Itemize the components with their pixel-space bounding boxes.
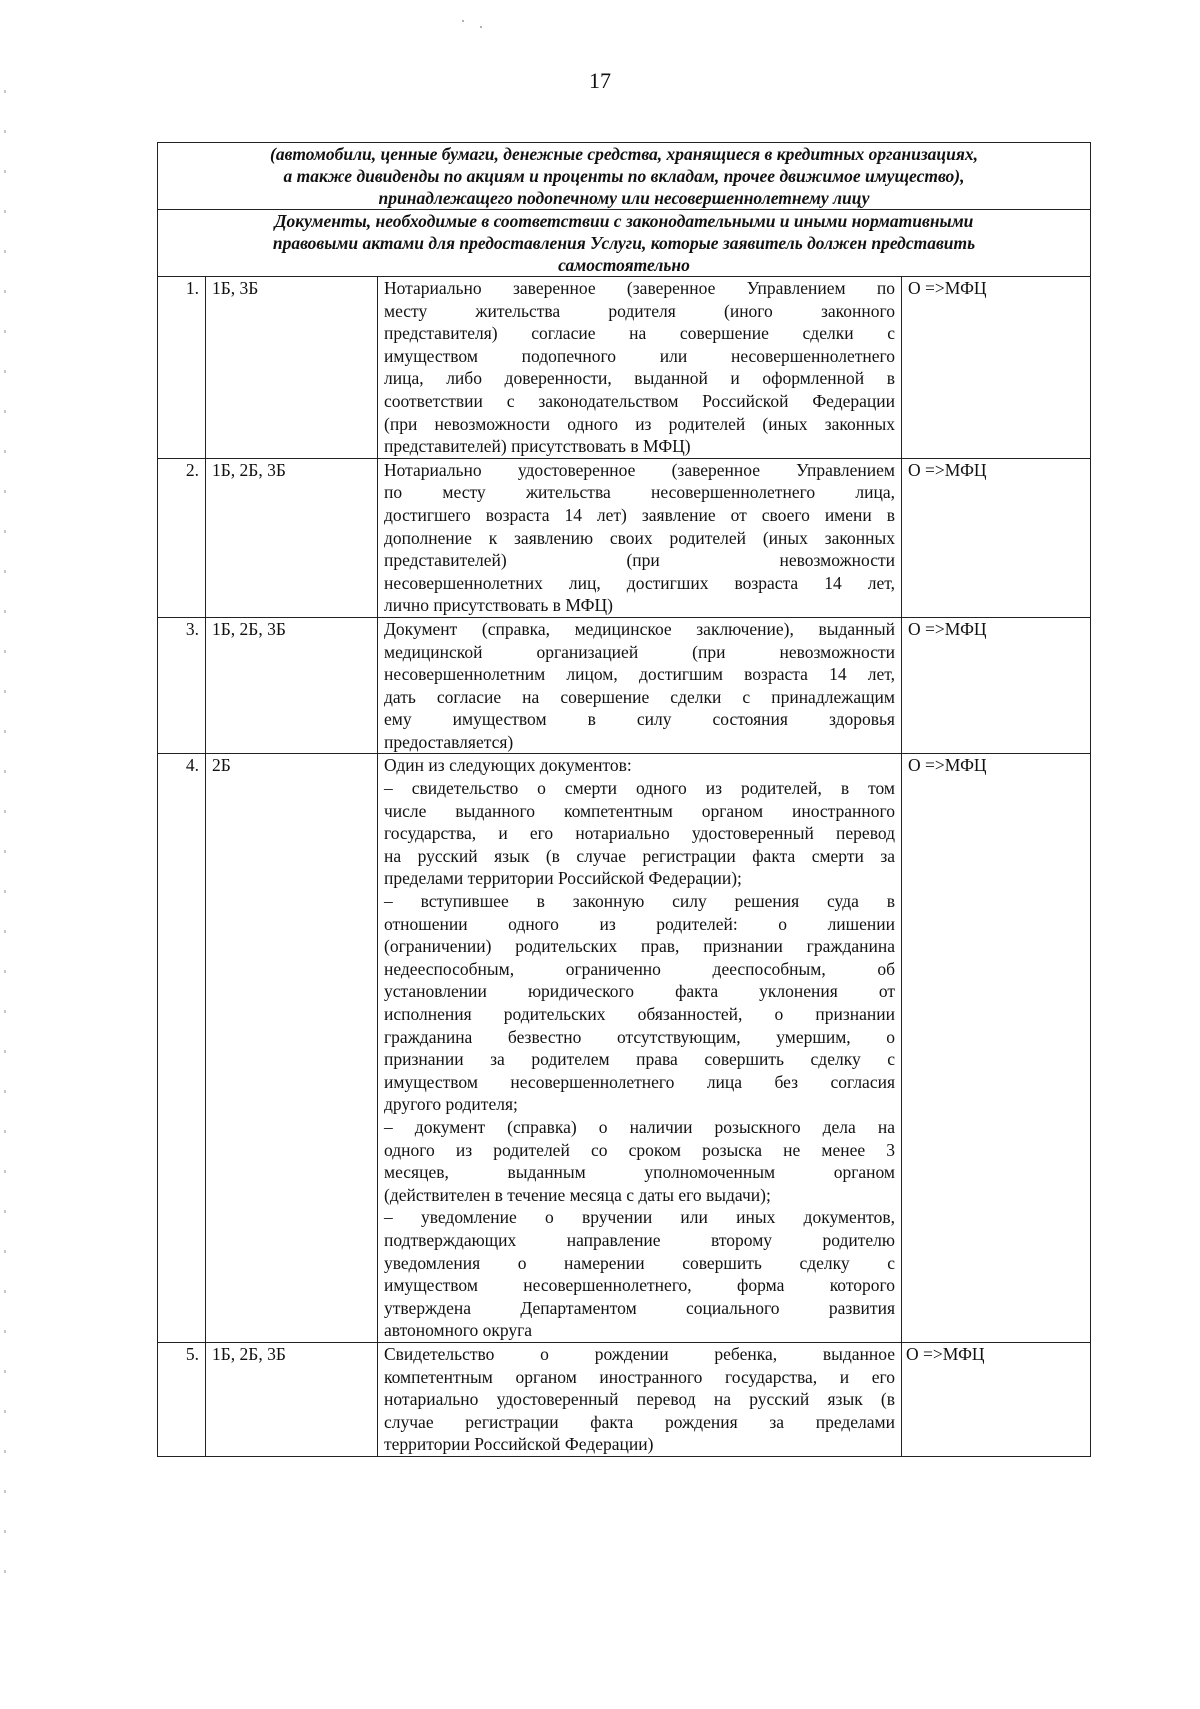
description-line: Свидетельство о рождении ребенка, выданное [384,1343,895,1364]
row-number: 3. [158,617,206,754]
description-line: недееспособным, ограниченно дееспособным, об [384,958,895,979]
description-line: соответствии с законодательством Российской Федерации [384,390,895,411]
row-submission: О =>МФЦ [902,754,1091,1342]
description-line: пределами территории Российской Федерации); [384,868,742,889]
row-description [378,458,902,617]
description-line: Документ (справка, медицинское заключение), выданный [384,618,895,639]
row-code: 1Б, 3Б [206,277,378,459]
description-line: исполнения родительских обязанностей, о признании [384,1004,895,1024]
description-line: другого родителя; [384,1094,518,1115]
scan-edge-marks [4,90,6,1590]
description-line: нотариально удостоверенный перевод на русский язык (в [384,1389,895,1410]
description-line: гражданина безвестно отсутствующим, умершим, о [384,1026,895,1047]
description-line: (при невозможности одного из родителей (иных законных [384,413,895,434]
header-line: (автомобили, ценные бумаги, денежные средства, хранящиеся в кредитных организациях, [270,144,979,164]
description-line: – документ (справка) о наличии розыскного дела на [384,1116,895,1137]
description-line: ему имуществом в силу состояния здоровья [384,709,895,730]
description-line: дать согласие на совершение сделки с принадлежащим [384,686,895,707]
table-row [158,617,1091,754]
row-description [378,277,902,459]
description-line: числе выданного компетентным органом иностранного [384,800,895,821]
description-line: (ограничении) родительских прав, признании гражданина [384,936,895,957]
table-row [158,458,1091,617]
scan-speck [480,26,482,28]
description-line: достигшего возраста 14 лет) заявление от своего имени в [384,504,895,525]
description-line: – свидетельство о смерти одного из родителей, в том [384,778,895,799]
description-line: (действителен в течение месяца с даты его выдачи); [384,1184,771,1205]
description-line: на русский язык (в случае регистрации факта смерти за [384,845,895,866]
table-header-row [158,143,1091,210]
description-line: Нотариально удостоверенное (заверенное Управлением [384,459,895,480]
row-number: 1. [158,277,206,459]
description-line: признании за родителем права совершить сделку с [384,1049,895,1070]
description-line: компетентным органом иностранного государства, и его [384,1366,895,1387]
description-line: уведомления о намерении совершить сделку с [384,1252,895,1273]
row-submission: О =>МФЦ [902,1342,1091,1456]
description-line: государства, и его нотариально удостоверенный перевод [384,823,895,844]
header-line: а также дивиденды по акциям и проценты по вкладам, прочее движимое имущество), [283,166,965,186]
row-submission: О =>МФЦ [902,617,1091,754]
description-line: – уведомление о вручении или иных документов, [384,1207,895,1228]
description-line: лично присутствовать в МФЦ) [384,595,613,616]
row-description [378,617,902,754]
scan-speck [462,20,464,22]
description-line: автономного округа [384,1320,533,1341]
description-line: представителя) согласие на совершение сделки с [384,323,895,344]
table-header-cell [158,143,1091,210]
header-line: принадлежащего подопечному или несовершеннолетнему лицу [378,188,870,208]
description-line: медицинской организацией (при невозможности [384,641,895,662]
table-subheader-cell [158,210,1091,277]
subheader-line: Документы, необходимые в соответствии с законодательными и иными нормативными [274,211,974,231]
row-description [378,754,902,1342]
description-line: по месту жительства несовершеннолетнего лица, [384,482,895,503]
page-number: 17 [589,68,611,93]
row-number: 4. [158,754,206,1342]
row-code: 2Б [206,754,378,1342]
description-line: случае регистрации факта рождения за пределами [384,1411,895,1432]
subheader-line: самостоятельно [558,255,690,275]
description-line: Один из следующих документов: [384,755,632,776]
table-row [158,754,1091,1342]
description-line: представителей) присутствовать в МФЦ) [384,436,691,457]
row-number: 5. [158,1342,206,1456]
description-line: дополнение к заявлению своих родителей (иных законных [384,527,895,548]
description-line: месту жительства родителя (иного законного [384,300,895,321]
description-line: лица, либо доверенности, выданной и оформленной в [384,368,895,389]
description-line: одного из родителей со сроком розыска не менее 3 [384,1139,895,1160]
row-code: 1Б, 2Б, 3Б [206,458,378,617]
table-row [158,1342,1091,1456]
description-line: несовершеннолетних лиц, достигших возраста 14 лет, [384,572,895,593]
description-line: Нотариально заверенное (заверенное Управлением по [384,278,895,298]
row-submission: О =>МФЦ [902,458,1091,617]
description-line: предоставляется) [384,731,514,752]
description-line: имуществом несовершеннолетнего, форма которого [384,1275,895,1296]
description-line: утверждена Департаментом социального развития [384,1297,895,1318]
table-row [158,277,1091,459]
subheader-line: правовыми актами для предоставления Услуги, которые заявитель должен представить [272,233,976,253]
row-code: 1Б, 2Б, 3Б [206,617,378,754]
description-line: месяцев, выданным уполномоченным органом [384,1162,895,1183]
description-line: подтверждающих направление второму родителю [384,1229,895,1250]
row-number: 2. [158,458,206,617]
description-line: территории Российской Федерации) [384,1434,654,1455]
table-subheader-row [158,210,1091,277]
description-line: имуществом подопечного или несовершеннолетнего [384,345,895,366]
documents-table [157,142,1091,1457]
row-code: 1Б, 2Б, 3Б [206,1342,378,1456]
description-line: несовершеннолетним лицом, достигшим возраста 14 лет, [384,664,895,685]
description-line: установлении юридического факта уклонения от [384,981,895,1002]
row-submission: О =>МФЦ [902,277,1091,459]
description-line: – вступившее в законную силу решения суда в [384,891,895,912]
description-line: имуществом несовершеннолетнего лица без согласия [384,1071,895,1092]
description-line: представителей) (при невозможности [384,550,895,571]
description-line: отношении одного из родителей: о лишении [384,913,895,934]
row-description [378,1342,902,1456]
